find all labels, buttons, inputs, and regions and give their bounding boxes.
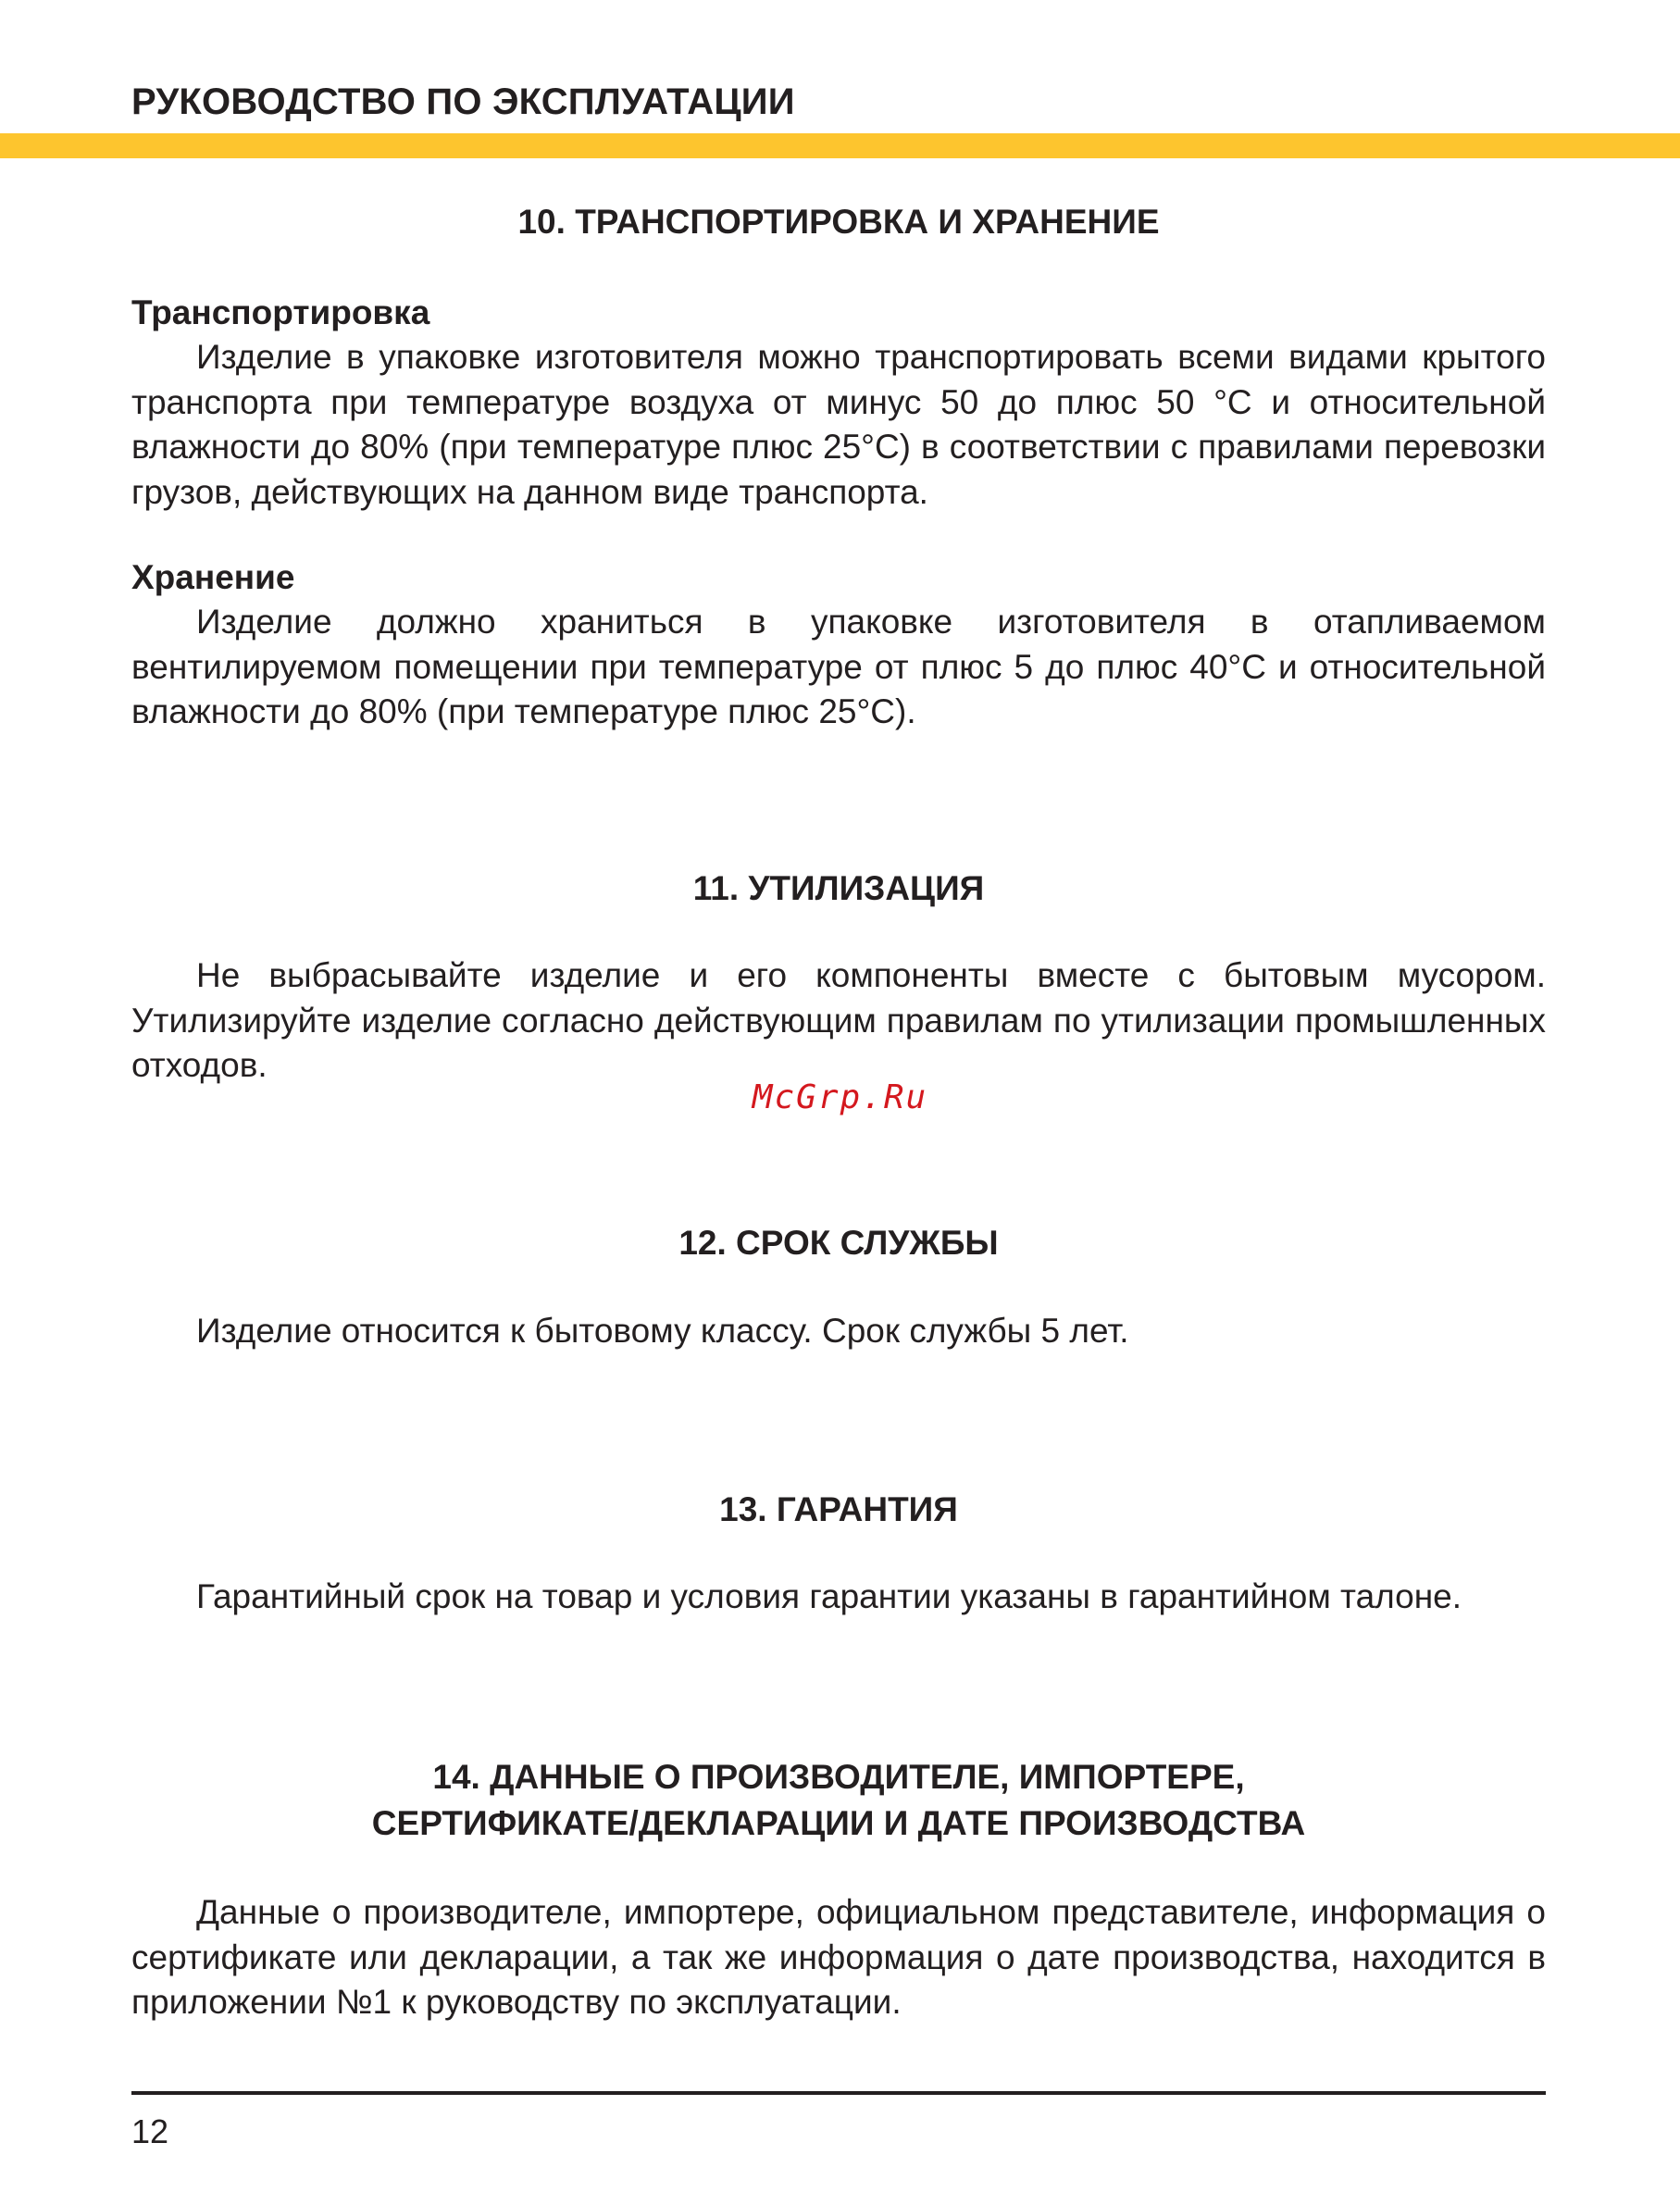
- section-title-manufacturer-line1: 14. ДАННЫЕ О ПРОИЗВОДИТЕЛЕ, ИМПОРТЕРЕ,: [432, 1758, 1245, 1796]
- subhead-storage: Хранение: [131, 558, 295, 596]
- footer-divider: [131, 2091, 1546, 2095]
- section-title-service-life: 12. СРОК СЛУЖБЫ: [678, 1224, 999, 1262]
- section-title-disposal: 11. УТИЛИЗАЦИЯ: [692, 869, 985, 907]
- watermark-text: McGrp.Ru: [752, 1078, 928, 1116]
- paragraph-service-life: Изделие относится к бытовому классу. Срок службы 5 лет.: [196, 1312, 1129, 1350]
- section-title-warranty: 13. ГАРАНТИЯ: [719, 1490, 958, 1528]
- paragraph-storage: Изделие должно храниться в упаковке изготовителя в отапливаемом вентилируемом помещении при температуре от плюс 5 до плюс 40°С и относительной влажности до 80% (при температуре плюс 25°С).: [131, 603, 1546, 730]
- subhead-transport: Транспортировка: [131, 293, 430, 331]
- paragraph-manufacturer: Данные о производителе, импортере, официальном представителе, информация о сертификате или декларации, а так же информация о дате производства, находится в приложении №1 к руководству по эксплуатации.: [131, 1893, 1546, 2021]
- section-title-manufacturer-line2: СЕРТИФИКАТЕ/ДЕКЛАРАЦИИ И ДАТЕ ПРОИЗВОДСТВА: [371, 1804, 1306, 1842]
- section-title-transport-storage: 10. ТРАНСПОРТИРОВКА И ХРАНЕНИЕ: [517, 203, 1160, 241]
- page-header-title: РУКОВОДСТВО ПО ЭКСПЛУАТАЦИИ: [131, 81, 795, 122]
- paragraph-disposal: Не выбрасывайте изделие и его компоненты вместе с бытовым мусором. Утилизируйте изделие согласно действующим правилам по утилизации промышленных отходов.: [131, 956, 1546, 1084]
- page-number: 12: [131, 2112, 169, 2150]
- paragraph-transport: Изделие в упаковке изготовителя можно транспортировать всеми видами крытого транспорта при температуре воздуха от минус 50 до плюс 50 °С и относительной влажности до 80% (при температуре плюс 25°С) в соответствии с правилами перевозки грузов, действующих на данном виде транспорта.: [131, 338, 1546, 511]
- paragraph-warranty: Гарантийный срок на товар и условия гарантии указаны в гарантийном талоне.: [196, 1577, 1462, 1615]
- header-accent-stripe: [0, 133, 1680, 158]
